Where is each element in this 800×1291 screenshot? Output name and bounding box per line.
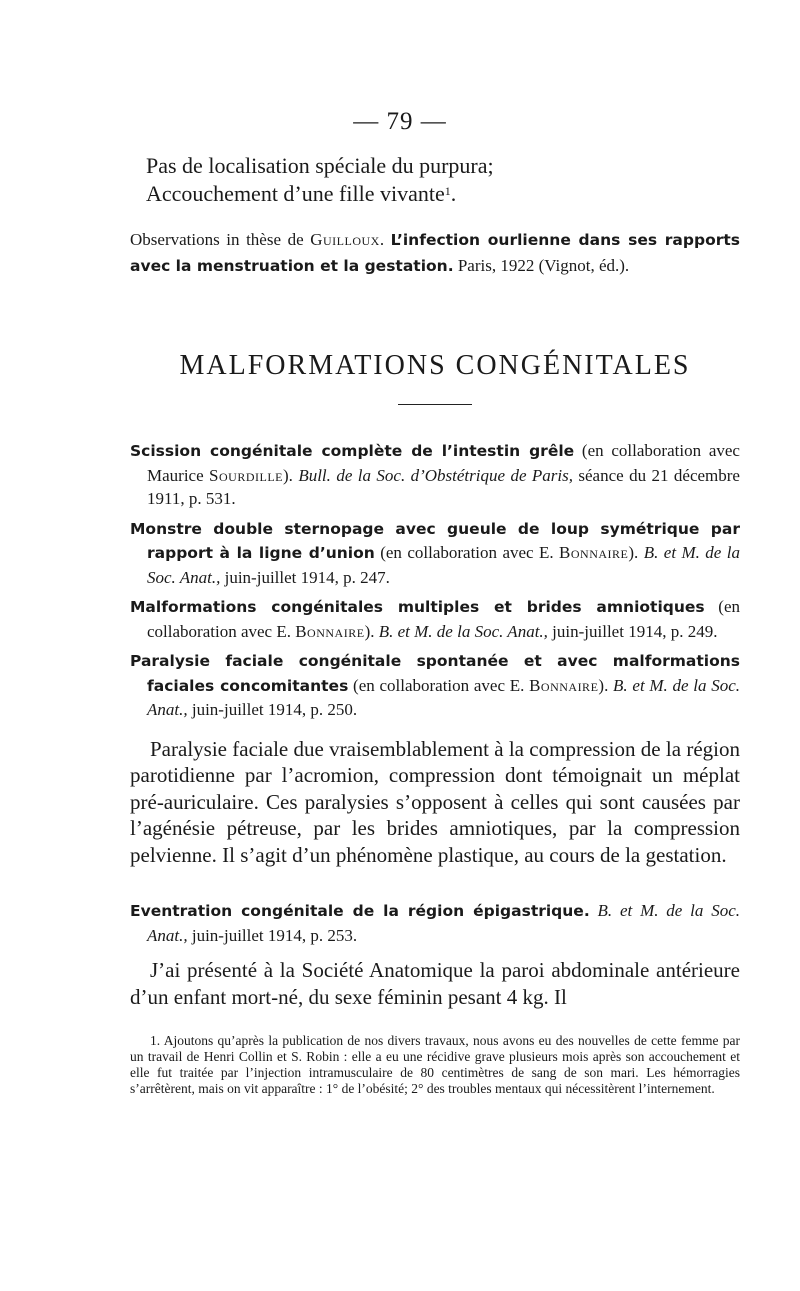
bibliography-entry <box>130 649 740 722</box>
entry-title: Paralysie faciale congénitale spontanée et avec malformations faciales concomitantes <box>130 652 740 695</box>
footnote-reference: 1 <box>444 184 451 198</box>
entry-title: Monstre double sternopage avec gueule de loup symétrique par rapport à la ligne d’union <box>130 519 740 562</box>
bibliography-entry <box>130 595 740 643</box>
footnote: 1. Ajoutons qu’après la publication de nos divers travaux, nous avons eu des nouvelles de cette femme par un travail de Henri Collin et S. Robin : elle a eu une récidive grave plusieurs mois après son accouchement et elle fut traitée par l’injection intramusculaire de 80 centimètres de sang de son mari. Les hémorragies s’arrêtèrent, mais on vit apparaître : 1° de l’obésité; 2° des troubles mentaux qui nécessitèrent l’internement. <box>130 1033 740 1096</box>
entry-text: (en collaboration avec E. <box>374 543 560 562</box>
lead-line-2-text: Accouchement d’une fille vivante <box>146 181 445 206</box>
entry-text: juin-juillet 1914, p. 247. <box>220 567 390 587</box>
observations-prefix: Observations in thèse de <box>130 230 311 249</box>
observations-author: Guilloux <box>310 230 380 249</box>
lead-line-1: Pas de localisation spéciale du purpura; <box>146 153 494 178</box>
section-title: MALFORMATIONS CONGÉNITALES <box>179 350 691 381</box>
page-content <box>130 152 740 1097</box>
section-divider <box>398 404 472 405</box>
entry-text: (en collaboration avec E. <box>147 597 740 641</box>
entry-journal: B. et M. de la Soc. Anat., <box>147 543 740 587</box>
entry-text: ). <box>628 543 644 562</box>
bibliography-entry <box>130 517 740 590</box>
entry-journal: B. et M. de la Soc. Anat., <box>147 901 741 945</box>
observations-reference <box>130 227 740 279</box>
entry-title: Malformations congénitales multiples et brides amniotiques <box>130 598 705 616</box>
entry-text: juin-juillet 1914, p. 253. <box>187 925 358 945</box>
entry-title: Scission congénitale complète de l’intestin grêle <box>130 442 575 460</box>
page-number: — 79 — <box>353 108 447 135</box>
observations-after-author: . <box>379 230 391 249</box>
entry-text: juin-juillet 1914, p. 249. <box>547 621 718 641</box>
paragraph-eventration: J’ai présenté à la Société Anatomique la paroi abdominale antérieure d’un enfant mort-né, du sexe féminin pesant 4 kg. Il <box>130 958 740 1009</box>
entry-title: Eventration congénitale de la région épigastrique. <box>130 902 590 920</box>
entry-text <box>590 901 598 920</box>
entry-text: (en collaboration avec Maurice <box>147 441 740 485</box>
entry-author: Sourdille <box>209 465 283 485</box>
entry-text: ). <box>364 621 379 641</box>
bibliography-entry-eventration <box>130 899 740 947</box>
entry-journal: Bull. de la Soc. d’Obstétrique de Paris, <box>298 465 573 485</box>
lead-line-2 <box>130 180 740 208</box>
bibliography-entries <box>130 439 740 722</box>
observations-title: L’infection ourlienne dans ses rapports avec la menstruation et la gestation. <box>130 231 740 275</box>
lead-line-2-end: . <box>450 181 457 206</box>
paragraph-paralysie: Paralysie faciale due vraisemblablement à la compression de la région parotidienne par l’acromion, compression dont témoignait un méplat pré-auriculaire. Ces paralysies s’opposent à celles qui sont causées par l’agénésie pétreuse, par les brides amniotiques, par la compression pelvienne. Il s’agit d’un phénomène plastique, au cours de la gestation. <box>130 736 740 867</box>
entry-text: ). <box>283 465 299 485</box>
entry-text: juin-juillet 1914, p. 250. <box>187 700 358 719</box>
entry-journal: B. et M. de la Soc. Anat., <box>147 675 740 719</box>
entry-journal: B. et M. de la Soc. Anat., <box>378 621 548 641</box>
entry-author: Bonnaire <box>529 675 599 695</box>
entry-text: séance du 21 décembre 1911, p. 531. <box>147 465 740 508</box>
bibliography-entry <box>130 439 740 511</box>
entry-text: (en collaboration avec E. <box>348 675 530 695</box>
entry-text: ). <box>598 675 614 695</box>
observations-rest: Paris, 1922 (Vignot, éd.). <box>453 256 630 275</box>
entry-author: Bonnaire <box>295 621 365 641</box>
entry-author: Bonnaire <box>559 543 629 562</box>
